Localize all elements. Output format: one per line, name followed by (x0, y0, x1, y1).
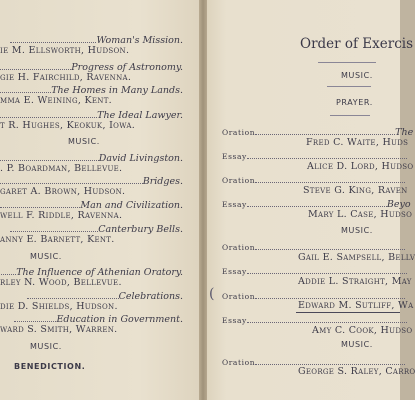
program-speaker: Fred C. Waite, Huds (306, 137, 409, 148)
program-speaker: Amy C. Cook, Hudso (312, 325, 413, 336)
entry-title: Progress of Astronomy. (0, 61, 183, 74)
left-page (0, 0, 199, 400)
entry-name: ie M. Ellsworth, Hudson. (0, 45, 130, 56)
entry-title: Education in Government. (14, 313, 183, 326)
entry-title: David Livingston. (0, 152, 183, 165)
entry-name: anny E. Barnett, Kent. (0, 234, 115, 245)
program-speaker: Addie L. Straight, May (298, 276, 412, 287)
pen-mark: ( (209, 286, 215, 302)
program-speaker: Mary L. Case, Hudso (308, 209, 413, 220)
program-speaker: Gail E. Sampsell, Bellv (298, 252, 415, 263)
entry-name: ward S. Smith, Warren. (0, 324, 118, 335)
program-item: Oration The (222, 127, 414, 138)
entry-name: well F. Riddle, Ravenna. (0, 210, 123, 221)
entry-name: rley N. Wood, Bellevue. (0, 277, 122, 288)
program-item: Oration (222, 241, 405, 254)
entry-name: mma E. Weining, Kent. (0, 95, 112, 106)
entry-title: The Homes in Many Lands. (0, 84, 183, 97)
entry-name: . P. Boardman, Bellevue. (0, 163, 123, 174)
program-speaker: Steve G. King, Raven (303, 185, 408, 196)
entry-title: Woman's Mission. (10, 34, 183, 47)
music-label: MUSIC. (30, 252, 62, 261)
entry-name: die D. Shields, Hudson. (0, 301, 118, 312)
entry-title: The Influence of Athenian Oratory. (0, 266, 183, 279)
divider (330, 115, 370, 116)
program-item: Oration (222, 356, 405, 369)
program-speaker-highlighted: Edward M. Sutliff, Wa (298, 300, 414, 311)
music-label: MUSIC. (341, 226, 373, 235)
music-label: MUSIC. (341, 340, 373, 349)
entry-title: Man and Civilization. (0, 199, 183, 212)
book-gutter (199, 0, 207, 400)
program-item: Essay (222, 150, 407, 163)
benediction-label: BENEDICTION. (14, 362, 86, 371)
program-speaker: George S. Raley, Carro (298, 366, 415, 377)
entry-name: garet A. Brown, Hudson. (0, 186, 126, 197)
program-item: Essay (222, 314, 407, 327)
music-label: MUSIC. (341, 71, 373, 80)
divider (327, 86, 371, 87)
page-title: Order of Exercis (300, 36, 414, 52)
entry-title: The Ideal Lawyer. (0, 109, 183, 122)
divider (318, 62, 376, 63)
entry-name: gie H. Fairchild, Ravenna. (0, 72, 132, 83)
entry-title: Celebrations. (27, 290, 183, 303)
program-item: Essay Beyo (222, 199, 411, 210)
program-item: Essay (222, 265, 407, 278)
prayer-label: PRAYER. (336, 98, 373, 107)
program-item: Oration (222, 290, 405, 303)
entry-name: t R. Hughes, Keokuk, Iowa. (0, 120, 136, 131)
entry-title: Bridges. (0, 175, 183, 188)
program-item: Oration (222, 174, 405, 187)
music-label: MUSIC. (68, 137, 100, 146)
program-speaker: Alice D. Lord, Hudso (307, 161, 414, 172)
music-label: MUSIC. (30, 342, 62, 351)
entry-title: Canterbury Bells. (10, 223, 183, 236)
pen-underline (296, 312, 400, 313)
